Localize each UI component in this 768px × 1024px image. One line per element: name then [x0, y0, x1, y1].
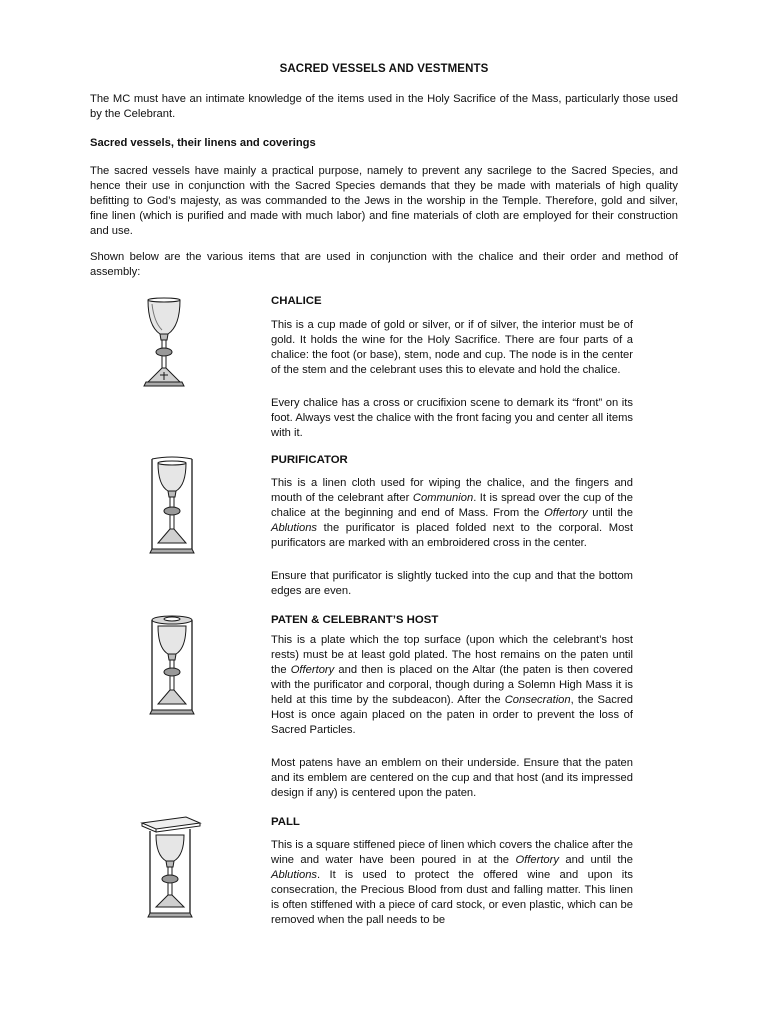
- chalice-illustration: [140, 296, 188, 392]
- chalice-heading: CHALICE: [271, 295, 322, 307]
- purificator-heading: PURIFICATOR: [271, 454, 348, 466]
- section-heading: Sacred vessels, their linens and coverings: [90, 137, 316, 149]
- purificator-paragraph-1: This is a linen cloth used for wiping the chalice, and the fingers and mouth of the celebrant after Communion. It is spread over the cup of the chalice at the beginning and end of Mass. From the Offertory until the Ablutions the purificator is placed folded next to the corporal. Most purificators are marked with an embroidered cross in the center.: [271, 477, 634, 549]
- section-paragraph-2: Shown below are the various items that are used in conjunction with the chalice and their order and method of assembly:: [90, 251, 678, 278]
- intro-paragraph: The MC must have an intimate knowledge of the items used in the Holy Sacrifice of the Mass, particularly those used by the Celebrant.: [90, 93, 678, 120]
- paten-heading: PATEN & CELEBRANT’S HOST: [271, 614, 439, 626]
- pall-paragraph-1: This is a square stiffened piece of linen which covers the chalice after the wine and water have been poured in at the Offertory and until the Ablutions. It is used to protect the offered wine and upon its consecration, the Precious Blood from dust and falling matter. This linen is often stiffened with a piece of card stock, or even plastic, which can be removed when the pall needs to be: [271, 839, 633, 926]
- paten-paragraph-2: Most patens have an emblem on their underside. Ensure that the paten and its emblem are centered on the cup and that host (and its impressed design if any) is centered upon the paten.: [271, 757, 633, 799]
- paten-illustration: [146, 614, 198, 718]
- pall-heading: PALL: [271, 816, 300, 828]
- chalice-paragraph-2: Every chalice has a cross or crucifixion scene to demark its “front” on its foot. Always vest the chalice with the front facing you and center all items with it.: [271, 397, 633, 439]
- purificator-illustration: [146, 455, 198, 557]
- purificator-paragraph-2: Ensure that purificator is slightly tucked into the cup and that the bottom edges are even.: [271, 570, 633, 597]
- page-title: SACRED VESSELS AND VESTMENTS: [279, 63, 489, 75]
- paten-paragraph-1: This is a plate which the top surface (upon which the celebrant’s host rests) must be at least gold plated. The host remains on the paten until the Offertory and then is placed on the Altar (the paten is then covered with the purificator and corporal, though during a Solemn High Mass it is held at this time by the subdeacon). After the Consecration, the Sacred Host is once again placed on the paten in order to prevent the loss of Sacred Particles.: [271, 634, 633, 736]
- pall-illustration: [138, 815, 202, 921]
- chalice-paragraph-1: This is a cup made of gold or silver, or if of silver, the interior must be of gold. It holds the wine for the Holy Sacrifice. There are four parts of a chalice: the foot (or base), stem, node and cup. The node is in the center of the stem and the celebrant uses this to elevate and hold the chalice.: [271, 319, 633, 376]
- section-paragraph-1: The sacred vessels have mainly a practical purpose, namely to prevent any sacrilege to the Sacred Species, and hence their use in conjunction with the Sacred Species demands that they be made with materials of high quality befitting to God’s majesty, as was commanded to the Jews in the worship in the Temple. Therefore, gold and silver, fine linen (which is purified and made with much labor) and fine materials of cloth are employed for their construction and use.: [90, 165, 678, 237]
